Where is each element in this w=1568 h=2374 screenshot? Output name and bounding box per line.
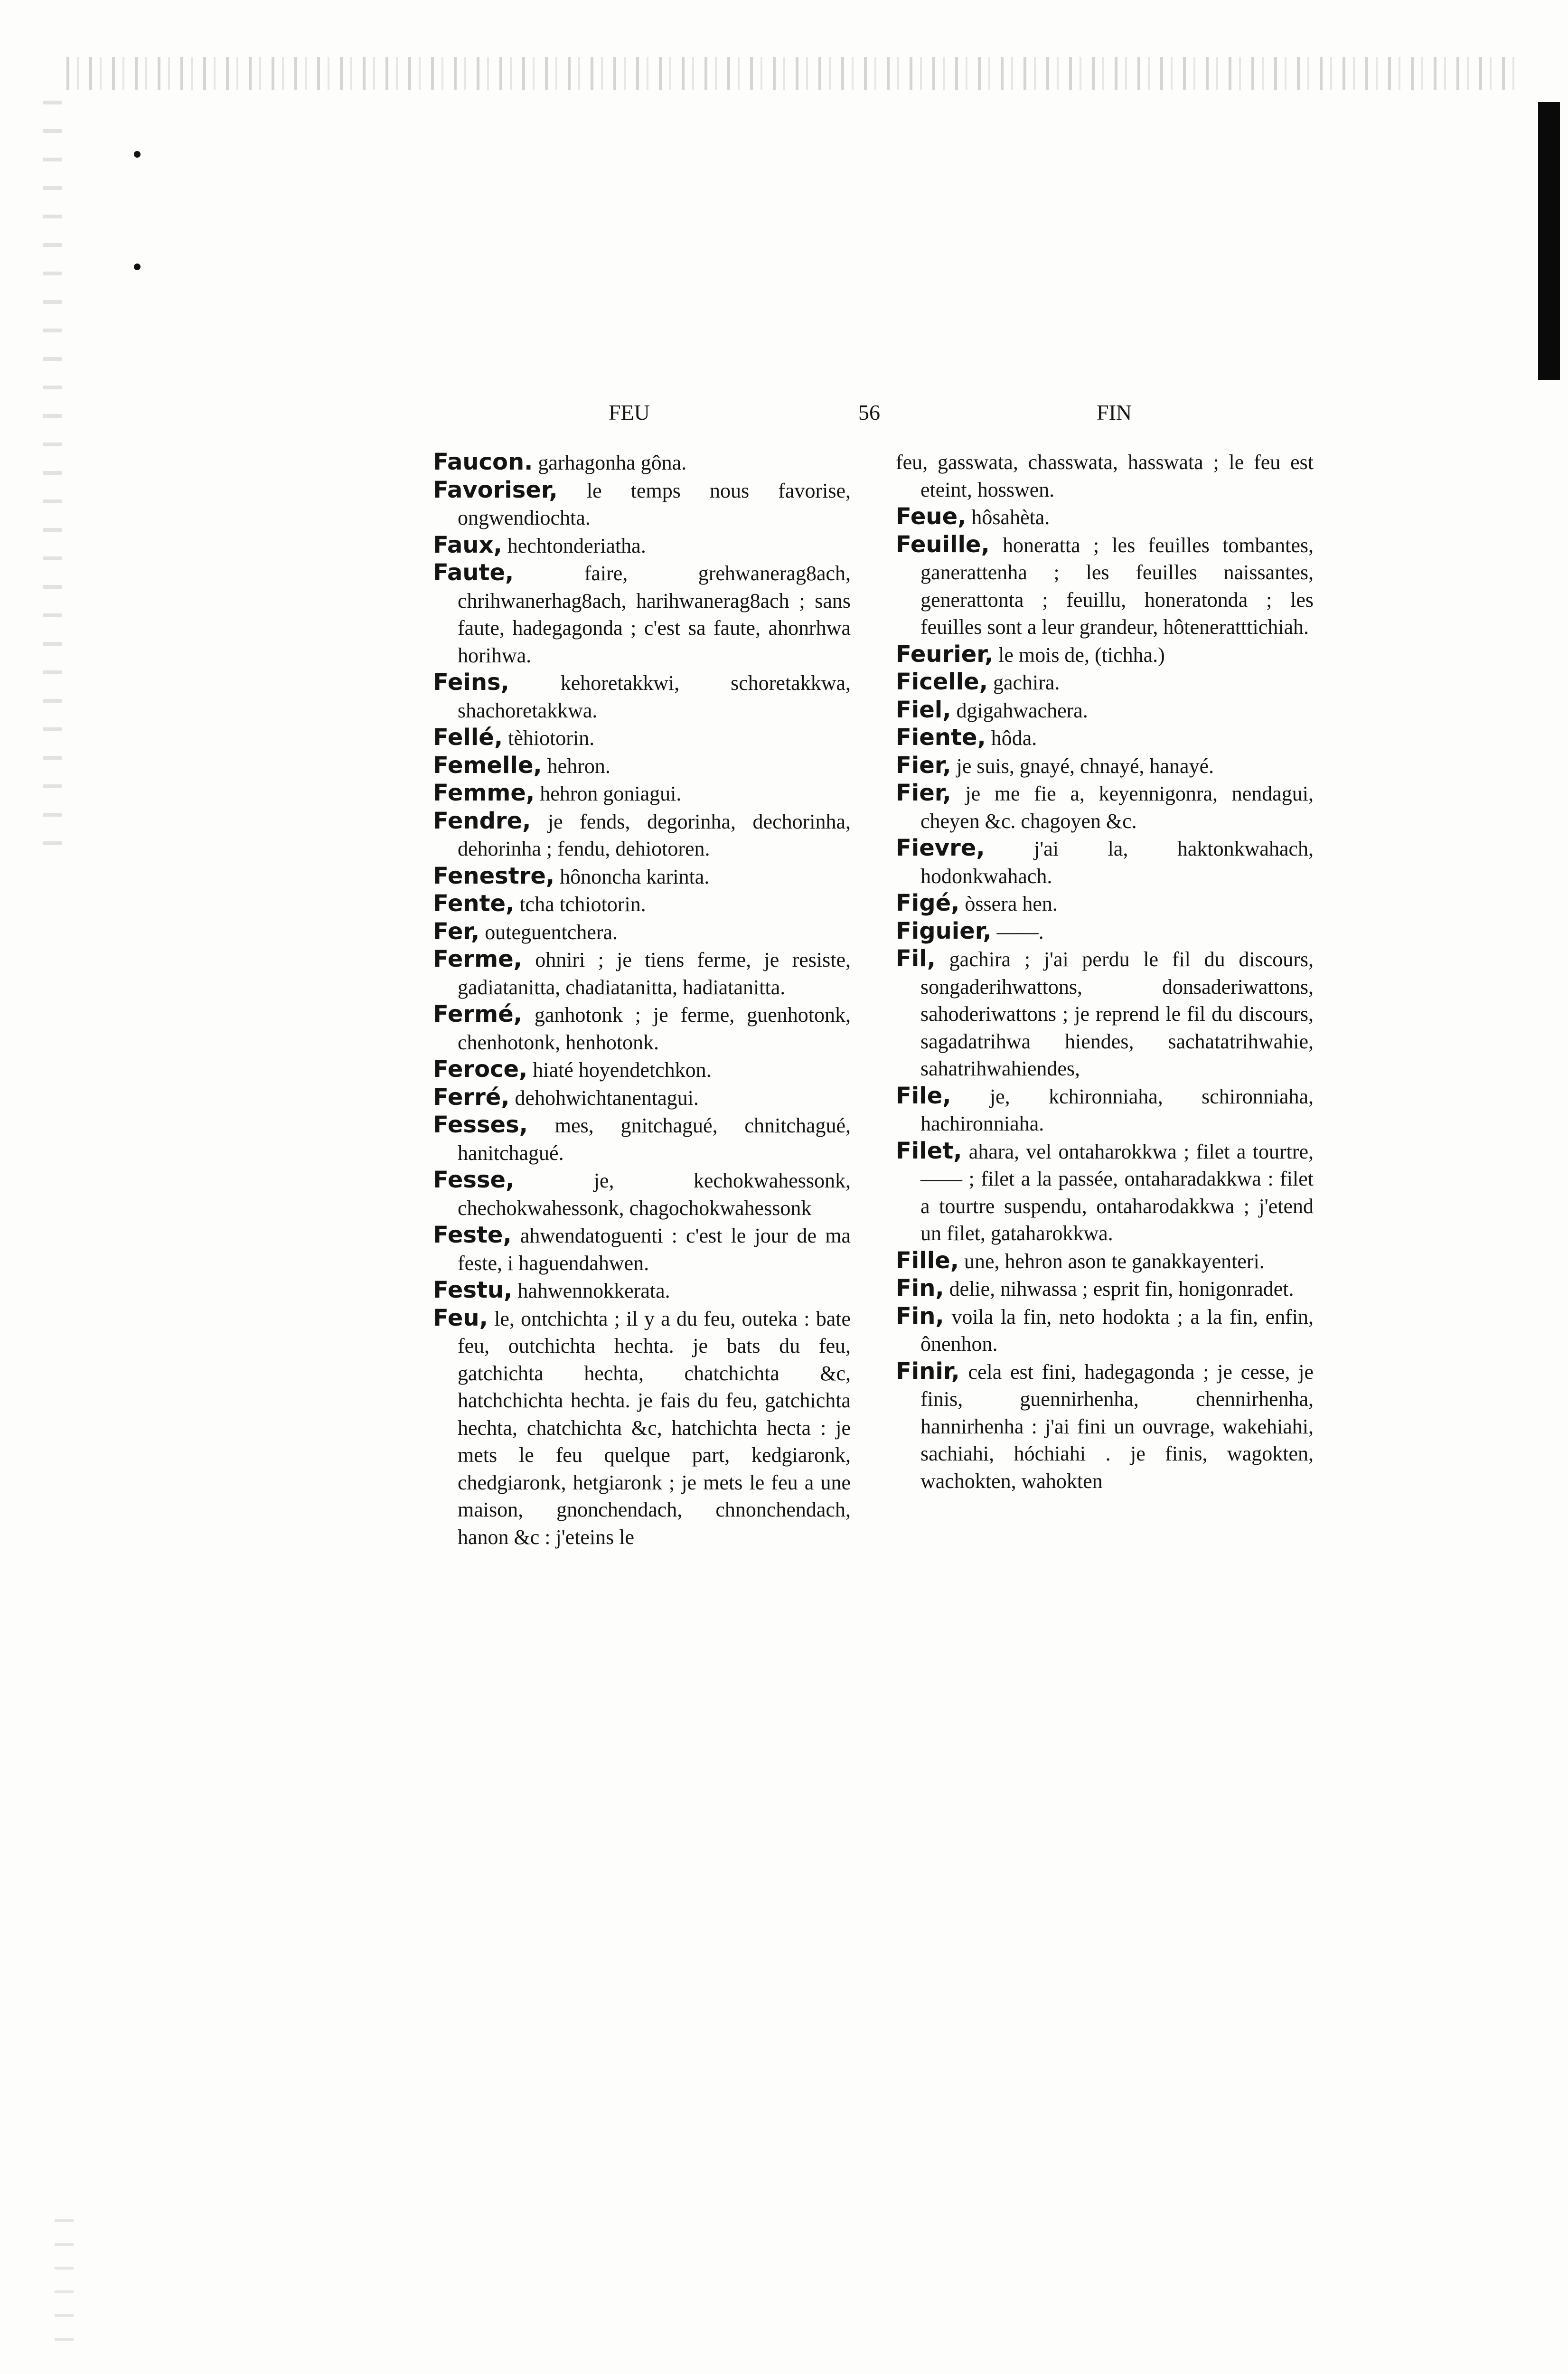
entry-text: garhagonha gôna. bbox=[538, 451, 687, 474]
scan-edge-bar bbox=[1538, 102, 1560, 380]
entry-headword: Faux, bbox=[433, 531, 502, 558]
entry-text: hiaté hoyendetchkon. bbox=[533, 1058, 712, 1082]
entry-text: ——. bbox=[996, 920, 1044, 943]
scan-noise-top bbox=[66, 57, 1519, 90]
entry-text: le temps nous favorise, ongwendiochta. bbox=[458, 479, 851, 529]
entry-text: une, hehron ason te ganakkayenteri. bbox=[964, 1249, 1265, 1273]
entry-text: outeguentchera. bbox=[485, 920, 618, 944]
dictionary-entry bbox=[896, 641, 1314, 669]
dictionary-entry bbox=[433, 559, 851, 669]
entry-headword: Faucon. bbox=[433, 449, 533, 475]
dictionary-entry bbox=[896, 503, 1314, 531]
dictionary-entry bbox=[896, 1275, 1314, 1303]
entry-headword: Faute, bbox=[433, 559, 514, 586]
dictionary-entry bbox=[433, 918, 851, 946]
dictionary-entry bbox=[433, 1222, 851, 1277]
dictionary-entry bbox=[896, 1303, 1314, 1358]
entry-headword: Feins, bbox=[433, 669, 509, 696]
entry-text: dgigahwachera. bbox=[956, 698, 1088, 722]
entry-headword: Ferré, bbox=[433, 1083, 510, 1111]
entry-text: ganhotonk ; je ferme, guenhotonk, chenhotonk, henhotonk. bbox=[458, 1003, 851, 1054]
running-header bbox=[0, 400, 1568, 428]
entry-text: ohniri ; je tiens ferme, je resiste, gadiatanitta, chadiatanitta, hadiatanitta. bbox=[458, 948, 851, 999]
entry-text: hehron goniagui. bbox=[540, 782, 682, 805]
left-column bbox=[433, 449, 851, 1551]
entry-text: faire, grehwanerag8ach, chrihwanerhag8ach, harihwanerag8ach ; sans faute, hadegagonda ; c'est sa faute, ahonrhwa horihwa. bbox=[458, 562, 851, 667]
entry-headword: Fil, bbox=[896, 945, 936, 972]
entry-headword: Feurier, bbox=[896, 641, 994, 668]
entry-headword: Feuille, bbox=[896, 531, 990, 558]
dictionary-entry bbox=[896, 890, 1314, 918]
entry-text: feu, gasswata, chasswata, hasswata ; le feu est eteint, hosswen. bbox=[896, 451, 1314, 501]
entry-text: voila la fin, neto hodokta ; a la fin, enfin, ônenhon. bbox=[920, 1305, 1314, 1356]
entry-text: òssera hen. bbox=[965, 892, 1058, 915]
dictionary-entry bbox=[433, 752, 851, 780]
entry-headword: Ferme, bbox=[433, 946, 522, 972]
entry-text: j'ai la, haktonkwahach, hodonkwahach. bbox=[920, 837, 1314, 888]
entry-text: je suis, gnayé, chnayé, hanayé. bbox=[956, 754, 1214, 778]
dictionary-entry bbox=[896, 697, 1314, 725]
dictionary-entry bbox=[433, 1167, 851, 1222]
entry-headword: Fier, bbox=[896, 752, 951, 779]
dictionary-entry bbox=[433, 1277, 851, 1305]
dictionary-entry bbox=[896, 669, 1314, 697]
entry-headword: Fer, bbox=[433, 918, 480, 945]
entry-headword: Finir, bbox=[896, 1357, 960, 1385]
entry-text: cela est fini, hadegagonda ; je cesse, je finis, guennirhenha, chennirhenha, hannirhenha : j'ai fini un ouvrage, wakehiahi, sachiahi, hóchiahi . je finis, wagokten, wachokten, wahokten bbox=[920, 1360, 1314, 1493]
entry-headword: Fenestre, bbox=[433, 862, 555, 889]
entry-headword: Favoriser, bbox=[433, 476, 558, 503]
scan-noise-left-lower bbox=[55, 2208, 74, 2341]
entry-text: mes, gnitchagué, chnitchagué, hanitchagué. bbox=[458, 1114, 851, 1165]
entry-headword: Figé, bbox=[896, 890, 960, 916]
entry-headword: Fille, bbox=[896, 1247, 959, 1274]
entry-text: delie, nihwassa ; esprit fin, honigonradet. bbox=[949, 1277, 1294, 1300]
entry-text: gachira. bbox=[993, 671, 1060, 694]
entry-headword: Festu, bbox=[433, 1277, 513, 1303]
dictionary-entry bbox=[433, 1056, 851, 1084]
entry-text: hahwennokkerata. bbox=[517, 1279, 670, 1302]
dictionary-entry bbox=[433, 477, 851, 532]
dictionary-entry bbox=[433, 532, 851, 560]
dictionary-entry bbox=[896, 1358, 1314, 1495]
header-left-guide-word: FEU bbox=[609, 400, 650, 424]
dictionary-entry bbox=[896, 449, 1314, 503]
entry-headword: Fiente, bbox=[896, 724, 986, 751]
entry-text: ahwendatoguenti : c'est le jour de ma feste, i haguendahwen. bbox=[458, 1224, 851, 1275]
entry-headword: Fin, bbox=[896, 1302, 944, 1329]
dictionary-entry bbox=[433, 449, 851, 477]
entry-text: honeratta ; les feuilles tombantes, ganerattenha ; les feuilles naissantes, generattonta ; feuillu, honeratonda ; les feuilles sont a leur grandeur, hôteneratttichiah. bbox=[920, 533, 1314, 639]
entry-text: je me fie a, keyennigonra, nendagui, cheyen &c. chagoyen &c. bbox=[920, 782, 1314, 833]
dictionary-entry bbox=[896, 1247, 1314, 1275]
dictionary-entry bbox=[896, 1083, 1314, 1138]
entry-headword: Ficelle, bbox=[896, 669, 988, 695]
entry-text: tèhiotorin. bbox=[508, 726, 595, 750]
dictionary-entry bbox=[433, 669, 851, 724]
entry-headword: Filet, bbox=[896, 1137, 962, 1164]
scan-speck bbox=[134, 151, 141, 158]
dictionary-entry bbox=[896, 945, 1314, 1083]
page-number: 56 bbox=[858, 400, 880, 424]
entry-headword: Fellé, bbox=[433, 724, 503, 751]
dictionary-entry bbox=[896, 1138, 1314, 1247]
entry-headword: Feue, bbox=[896, 503, 967, 530]
entry-headword: Figuier, bbox=[896, 917, 992, 944]
dictionary-entry bbox=[896, 918, 1314, 946]
dictionary-entry bbox=[433, 1084, 851, 1112]
dictionary-entry bbox=[433, 890, 851, 918]
entry-headword: Fievre, bbox=[896, 835, 985, 861]
entry-text: hônoncha karinta. bbox=[560, 865, 710, 888]
entry-text: hechtonderiatha. bbox=[507, 534, 646, 557]
entry-text: kehoretakkwi, schoretakkwa, shachoretakkwa. bbox=[458, 671, 851, 722]
entry-headword: Feu, bbox=[433, 1304, 488, 1331]
dictionary-entry bbox=[433, 808, 851, 863]
dictionary-entry bbox=[433, 1305, 851, 1551]
entry-headword: Fesses, bbox=[433, 1112, 528, 1138]
entry-text: hôda. bbox=[991, 726, 1037, 750]
entry-text: hôsahèta. bbox=[971, 506, 1050, 529]
entry-headword: Feste, bbox=[433, 1222, 512, 1248]
entry-headword: Fiel, bbox=[896, 696, 951, 723]
scan-noise-left bbox=[43, 85, 62, 845]
entry-text: le mois de, (tichha.) bbox=[998, 643, 1165, 667]
entry-text: je, kchironniaha, schironniaha, hachironniaha. bbox=[920, 1084, 1314, 1135]
right-column bbox=[896, 449, 1314, 1495]
entry-headword: Fesse, bbox=[433, 1167, 515, 1193]
scan-speck bbox=[134, 264, 141, 270]
dictionary-entry bbox=[433, 946, 851, 1001]
dictionary-entry bbox=[433, 1001, 851, 1056]
dictionary-entry bbox=[896, 780, 1314, 835]
entry-headword: Fermé, bbox=[433, 1001, 522, 1027]
entry-text: tcha tchiotorin. bbox=[519, 893, 646, 916]
dictionary-entry bbox=[433, 724, 851, 752]
entry-text: gachira ; j'ai perdu le fil du discours, songaderihwattons, donsaderiwattons, sahoderiwattons ; je reprend le fil du discours, sagadatrihwa hiendes, sachatatrihwahie, sahatrihwahiendes, bbox=[920, 948, 1314, 1080]
entry-text: ahara, vel ontaharokkwa ; filet a tourtre, —— ; filet a la passée, ontaharadakkwa : filet a tourtre suspendu, ontaharodakkwa ; j'etend un filet, gataharokkwa. bbox=[920, 1140, 1314, 1245]
entry-text: dehohwichtanentagui. bbox=[515, 1086, 699, 1110]
entry-text: hehron. bbox=[547, 754, 610, 778]
entry-text: je fends, degorinha, dechorinha, dehorinha ; fendu, dehiotoren. bbox=[458, 810, 851, 860]
dictionary-entry bbox=[896, 835, 1314, 890]
entry-text: le, ontchichta ; il y a du feu, outeka : bate feu, outchichta hechta. je bats du feu, gatchichta hechta, chatchichta &c, hatchchichta hechta. je fais du feu, gatchichta hechta, chatchichta &c, hatchichta hecta : je mets le feu quelque part, kedgiaronk, chedgiaronk, hetgiaronk ; je mets le feu a une maison, gnonchendach, chnonchendach, hanon &c : j'eteins le bbox=[458, 1307, 851, 1549]
dictionary-entry bbox=[896, 724, 1314, 752]
dictionary-entry bbox=[896, 752, 1314, 780]
dictionary-entry bbox=[896, 531, 1314, 641]
entry-headword: Feroce, bbox=[433, 1056, 528, 1083]
entry-headword: File, bbox=[896, 1082, 951, 1109]
entry-headword: Femme, bbox=[433, 780, 535, 806]
dictionary-entry bbox=[433, 1112, 851, 1167]
entry-headword: Fier, bbox=[896, 780, 951, 806]
header-right-guide-word: FIN bbox=[1097, 400, 1132, 424]
entry-headword: Fente, bbox=[433, 890, 515, 917]
entry-headword: Femelle, bbox=[433, 752, 542, 779]
entry-text: je, kechokwahessonk, chechokwahessonk, chagochokwahessonk bbox=[458, 1169, 851, 1220]
dictionary-entry bbox=[433, 863, 851, 891]
entry-headword: Fin, bbox=[896, 1275, 944, 1301]
entry-headword: Fendre, bbox=[433, 807, 531, 834]
dictionary-entry bbox=[433, 780, 851, 808]
